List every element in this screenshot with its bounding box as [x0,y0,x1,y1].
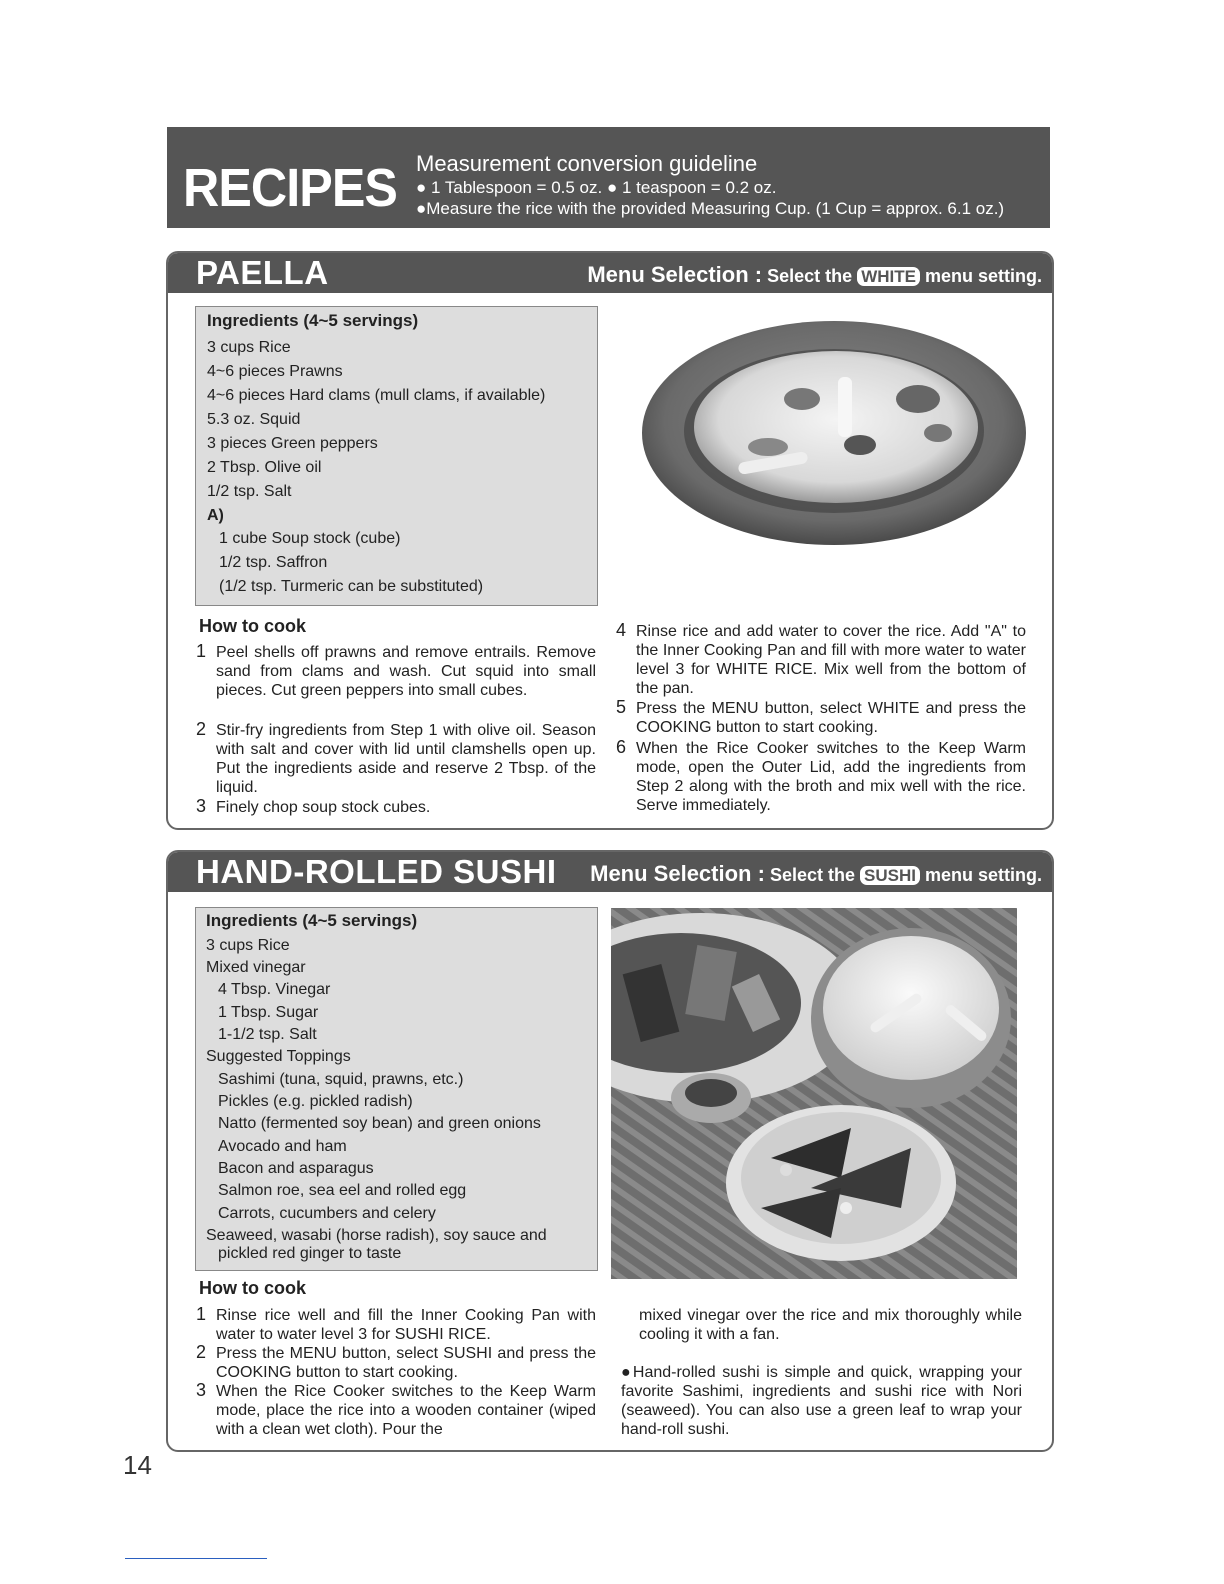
menu-selection: Menu Selection : Select the SUSHI menu setting. [590,861,1042,886]
ingredient-item: 3 cups Rice [207,339,291,356]
paella-section-header [168,253,1052,293]
cooking-step: 1 Peel shells off prawns and remove entrails. Remove sand from clams and wash. Cut squid into small pieces. Cut green peppers into small cubes. [196,641,596,699]
ingredient-item: 3 cups Rice [206,937,290,954]
ingredients-title: Ingredients (4~5 servings) [207,311,419,330]
paella-section [166,251,1054,830]
step-continuation: mixed vinegar over the rice and mix thoroughly while cooling it with a fan. [639,1307,1022,1343]
ingredient-item: Bacon and asparagus [218,1160,374,1177]
ingredient-item: 4~6 pieces Hard clams (mull clams, if available) [207,387,546,404]
ingredient-item: Seaweed, wasabi (horse radish), soy sauce and [206,1227,547,1244]
ingredient-item: 1 cube Soup stock (cube) [219,530,401,547]
ingredient-item: Pickles (e.g. pickled radish) [218,1093,413,1110]
cooking-step: 2 Press the MENU button, select SUSHI and press the COOKING button to start cooking. [196,1342,596,1381]
how-to-cook-title: How to cook [199,616,306,636]
ingredient-item: Carrots, cucumbers and celery [218,1205,436,1222]
ingredient-item: (1/2 tsp. Turmeric can be substituted) [219,578,484,595]
cooking-step: 1 Rinse rice well and fill the Inner Cooking Pan with water to water level 3 for SUSHI RICE. [196,1304,596,1343]
ingredient-item: 3 pieces Green peppers [207,435,378,452]
cooking-step: 5 Press the MENU button, select WHITE and press the COOKING button to start cooking. [616,697,1026,736]
ingredients-title: Ingredients (4~5 servings) [206,911,418,930]
cooking-step: 2 Stir-fry ingredients from Step 1 with olive oil. Season with salt and cover with lid until clamshells open up. Put the ingredients aside and reserve 2 Tbsp. of the liquid. [196,719,596,796]
cooking-step: 6 When the Rice Cooker switches to the Keep Warm mode, open the Outer Lid, add the ingredients from Step 2 along with the broth and mix well with the rice. Serve immediately. [616,737,1026,814]
paella-photo [638,317,1030,555]
how-to-cook-title: How to cook [199,1278,306,1298]
sushi-section-header [168,852,1052,892]
sushi-note: ●Hand-rolled sushi is simple and quick, wrapping your favorite Sashimi, ingredients and sushi rice with Nori (seaweed). You can also use a green leaf to wrap your hand-roll sushi. [621,1364,1022,1438]
ingredient-item: 1/2 tsp. Salt [207,483,292,500]
ingredient-group-label: A) [207,507,224,524]
menu-selection: Menu Selection : Select the WHITE menu setting. [587,262,1042,287]
conversion-line: ●Measure the rice with the provided Measuring Cup. (1 Cup = approx. 6.1 oz.) [416,199,1005,218]
ingredients-box [195,306,598,606]
ingredient-item: 1/2 tsp. Saffron [219,554,328,571]
sushi-photo [611,908,1017,1279]
ingredient-item: Natto (fermented soy bean) and green onions [218,1115,541,1132]
conversion-guideline [416,151,1004,219]
sushi-section [166,850,1054,1452]
ingredient-item: Avocado and ham [218,1138,347,1155]
ingredient-item: 5.3 oz. Squid [207,411,301,428]
ingredient-item: 4 Tbsp. Vinegar [218,981,331,998]
cooking-step: 3 When the Rice Cooker switches to the Keep Warm mode, place the rice into a wooden container (wiped with a clean wet cloth). Pour the [196,1380,596,1438]
page-number: 14 [123,1450,152,1480]
recipe-title: HAND-ROLLED SUSHI [196,853,557,890]
ingredient-item: 1 Tbsp. Sugar [218,1004,319,1021]
cooking-step: 3 Finely chop soup stock cubes. [196,796,431,816]
ingredient-item: 4~6 pieces Prawns [207,363,343,380]
ingredient-item: 2 Tbsp. Olive oil [207,459,322,476]
menu-setting-badge: SUSHI [860,866,920,885]
ingredient-item: 1-1/2 tsp. Salt [218,1026,317,1043]
ingredient-item: Suggested Toppings [206,1048,351,1065]
ingredient-item: Salmon roe, sea eel and rolled egg [218,1182,467,1199]
ingredient-item: Sashimi (tuna, squid, prawns, etc.) [218,1071,464,1088]
page-title: RECIPES [183,158,397,218]
conversion-line: ● 1 Tablespoon = 0.5 oz. ● 1 teaspoon = 0.2 oz. [416,178,777,197]
footer-divider [125,1558,267,1559]
cooking-step: 4 Rinse rice and add water to cover the rice. Add "A" to the Inner Cooking Pan and fill with more water to water level 3 for WHITE RICE. Mix well from the bottom of the pan. [616,620,1026,697]
menu-setting-badge: WHITE [857,267,920,286]
ingredients-box [195,907,598,1271]
recipes-header-band [167,127,1050,228]
ingredient-item: pickled red ginger to taste [218,1245,402,1262]
conversion-title: Measurement conversion guideline [416,151,758,176]
recipe-title: PAELLA [196,254,329,291]
ingredient-item: Mixed vinegar [206,959,306,976]
